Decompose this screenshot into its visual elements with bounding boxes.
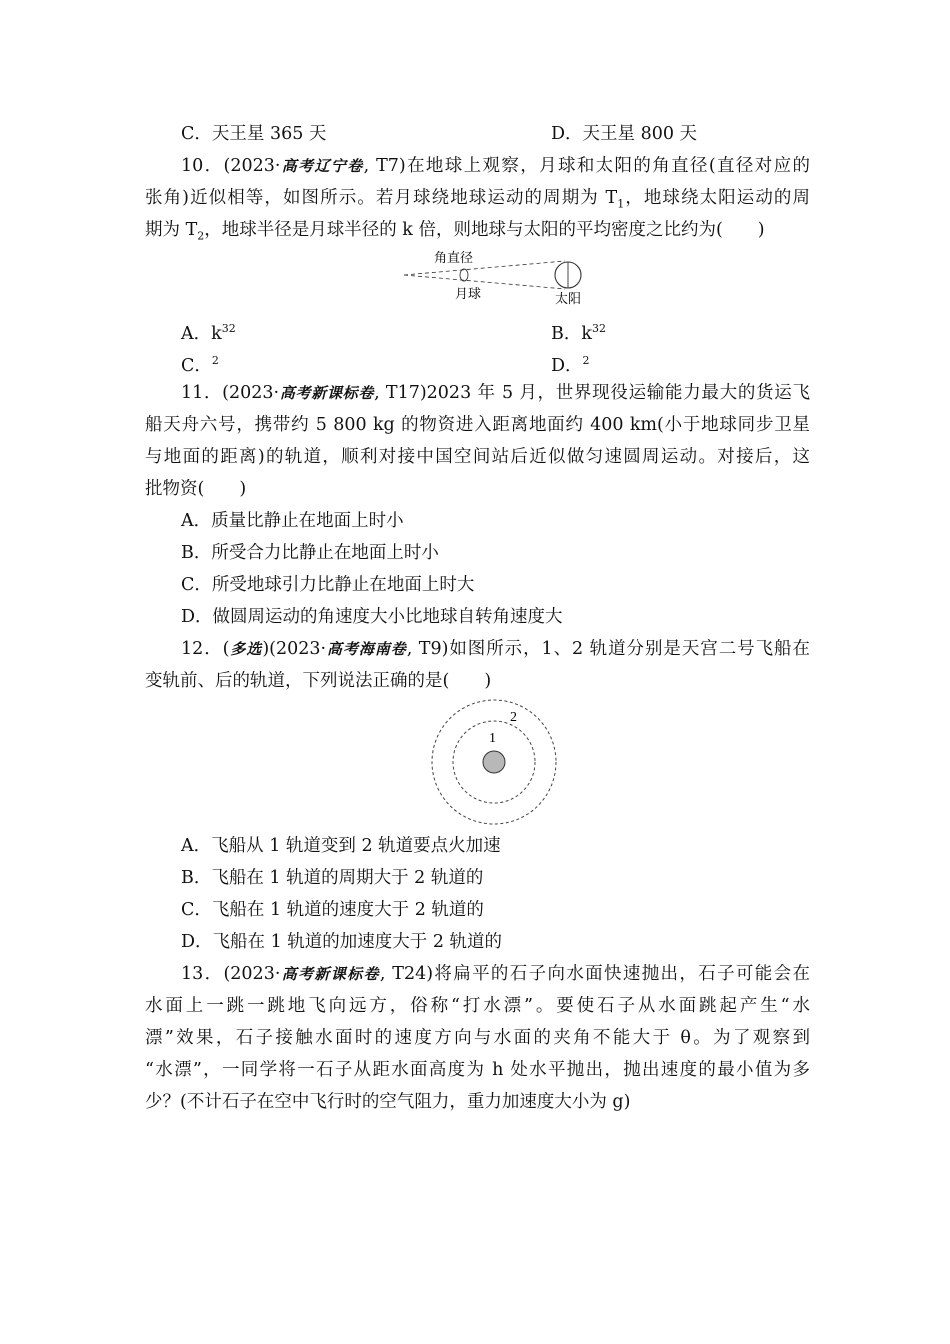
q10-option-c: C．$^2$ [181,354,219,376]
q10-option-a: A．$k^{32}$ [181,322,236,344]
q11-option-c: C．所受地球引力比静止在地面上时大 [181,575,475,595]
q13-source: 高考新课标卷 [280,965,380,983]
q9-option-d: D．天王星 800 天 [551,124,698,144]
moon-icon [460,269,468,281]
q12-tag: 多选 [229,640,263,658]
earth-icon [483,751,505,773]
q11-stem-line1: 11．(2023·高考新课标卷, T17)2023 年 5 月，世界现役运输能力最大的货运飞 [181,383,810,403]
q11-option-b: B．所受合力比静止在地面上时小 [181,543,439,563]
q12-stem-line2: 变轨前、后的轨道，下列说法正确的是( ) [145,671,492,691]
q11-source: 高考新课标卷 [279,384,375,402]
q13-stem-line5: 少？(不计石子在空中飞行时的空气阻力，重力加速度大小为 g) [145,1092,631,1112]
q10-stem-line1: 10．(2023·高考辽宁卷, T7)在地球上观察，月球和太阳的角直径(直径对应的 [181,156,810,176]
angle-label: 角直径 [434,251,474,266]
orbit-1-label: 1 [489,731,496,746]
q12-option-c: C．飞船在 1 轨道的速度大于 2 轨道的 [181,900,484,920]
moon-label: 月球 [455,287,482,302]
q10-option-d: D．$^2$ [551,354,590,376]
lower-sightline [404,275,565,289]
q10-option-b: B．$k^{32}$ [551,322,606,344]
q9-option-c: C．天王星 365 天 [181,124,327,144]
angular-diameter-figure [400,247,600,309]
q11-stem-line2: 船天舟六号，携带约 5 800 kg 的物资进入距离地面约 400 km(小于地球同步卫星 [145,415,810,435]
q13-stem-line1: 13．(2023·高考新课标卷, T24)将扁平的石子向水面快速抛出，石子可能会在 [181,964,810,984]
upper-sightline [404,261,565,275]
q10-source: 高考辽宁卷 [280,157,364,175]
q13-stem-line4: “水漂”，一同学将一石子从距水面高度为 h 处水平抛出，抛出速度的最小值为多 [145,1060,810,1080]
q12-option-b: B．飞船在 1 轨道的周期大于 2 轨道的 [181,868,484,888]
orbit-figure [428,697,560,827]
q13-stem-line2: 水面上一跳一跳地飞向远方，俗称“打水漂”。要使石子从水面跳起产生“水 [145,996,810,1016]
q12-option-d: D．飞船在 1 轨道的加速度大于 2 轨道的 [181,932,503,952]
q12-option-a: A．飞船从 1 轨道变到 2 轨道要点火加速 [181,836,501,856]
q11-option-d: D．做圆周运动的角速度大小比地球自转角速度大 [181,607,563,627]
q11-option-a: A．质量比静止在地面上时小 [181,511,404,531]
sun-label: 太阳 [555,292,582,307]
q13-stem-line3: 漂”效果，石子接触水面时的速度方向与水面的夹角不能大于 θ。为了观察到 [145,1028,810,1048]
orbit-2-label: 2 [510,710,517,725]
q10-stem-line2: 张角)近似相等，如图所示。若月球绕地球运动的周期为 $T_1$，地球绕太阳运动的周 [145,188,811,211]
q12-stem-line1: 12．(多选)(2023·高考海南卷, T9)如图所示，1、2 轨道分别是天宫二号飞船在 [181,639,810,659]
q11-stem-line3: 与地面的距离)的轨道，顺利对接中国空间站后近似做匀速圆周运动。对接后，这 [145,447,810,467]
q11-stem-line4: 批物资( ) [145,479,247,499]
q10-stem-line3: 期为 $T_2$，地球半径是月球半径的 k 倍，则地球与太阳的平均密度之比约为( ) [145,220,765,243]
q12-source: 高考海南卷 [326,640,407,658]
